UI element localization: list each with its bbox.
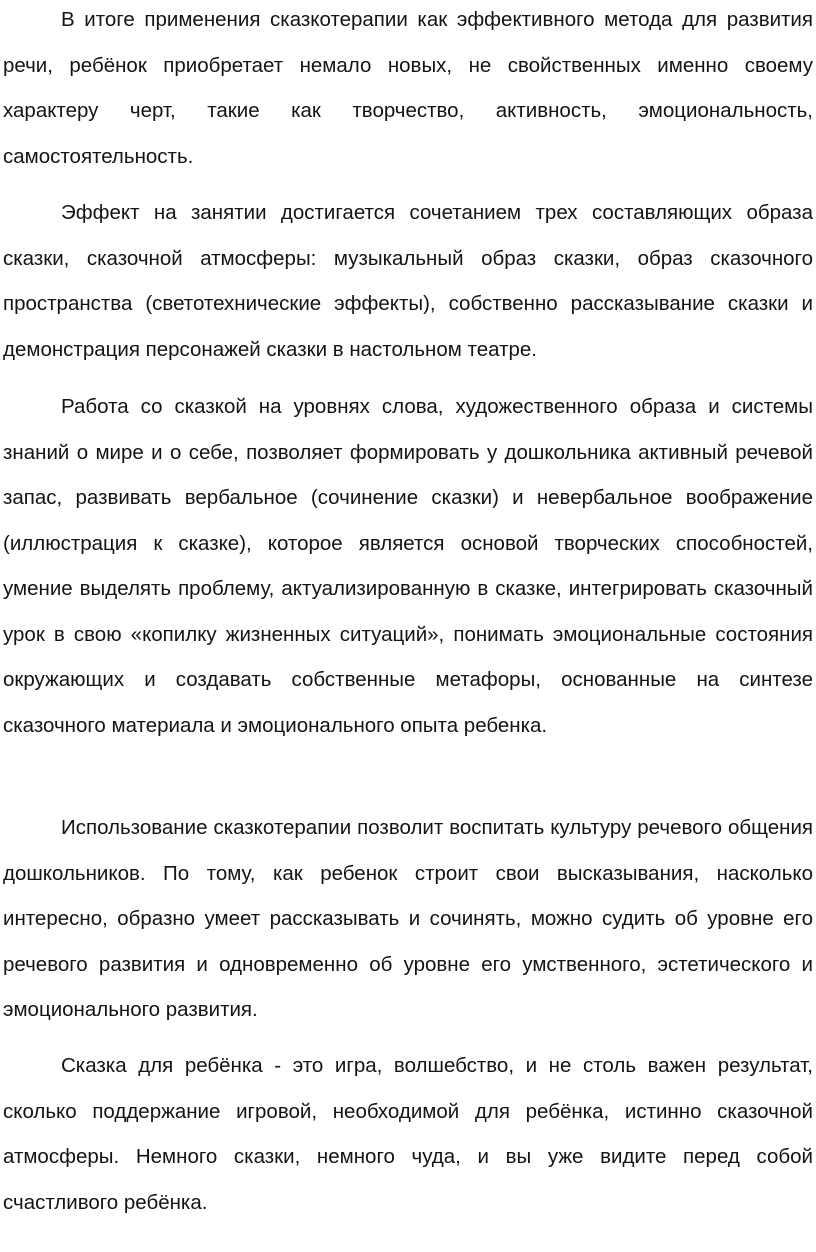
paragraph-working-with-tale: Работа со сказкой на уровнях слова, художественного образа и системы знаний о мире и о себе, позволяет формировать у дошкольника активный речевой запас, развивать вербальное (сочинение сказки) и невербальное воображение (иллюстрация к сказке), которое является основой творческих способностей, умение выделять проблему, актуализированную в сказке, интегрировать сказочный урок в свою «копилку жизненных ситуаций», понимать эмоциональные состояния окружающих и создавать собственные метафоры, основанные на синтезе сказочного материала и эмоционального опыта ребенка. <box>3 395 813 737</box>
paragraph-lesson-effect: Эффект на занятии достигается сочетанием трех составляющих образа сказки, сказочной атмосферы: музыкальный образ сказки, образ сказочного пространства (светотехнические эффекты), собственно рассказывание сказки и демонстрация персонажей сказки в настольном театре. <box>3 201 813 361</box>
paragraph-tale-for-child: Сказка для ребёнка - это игра, волшебство, и не столь важен результат, сколько поддержание игровой, необходимой для ребёнка, истинно сказочной атмосферы. Немного сказки, немного чуда, и вы уже видите перед собой счастливого ребёнка. <box>3 1054 813 1214</box>
paragraph-conclusion: В итоге применения сказкотерапии как эффективного метода для развития речи, ребёнок приобретает немало новых, не свойственных именно своему характеру черт, такие как творчество, активность, эмоциональность, самостоятельность. <box>3 8 813 168</box>
paragraph-speech-culture: Использование сказкотерапии позволит воспитать культуру речевого общения дошкольников. По тому, как ребенок строит свои высказывания, насколько интересно, образно умеет рассказывать и сочинять, можно судить об уровне его речевого развития и одновременно об уровне его умственного, эстетического и эмоционального развития. <box>3 816 813 1021</box>
